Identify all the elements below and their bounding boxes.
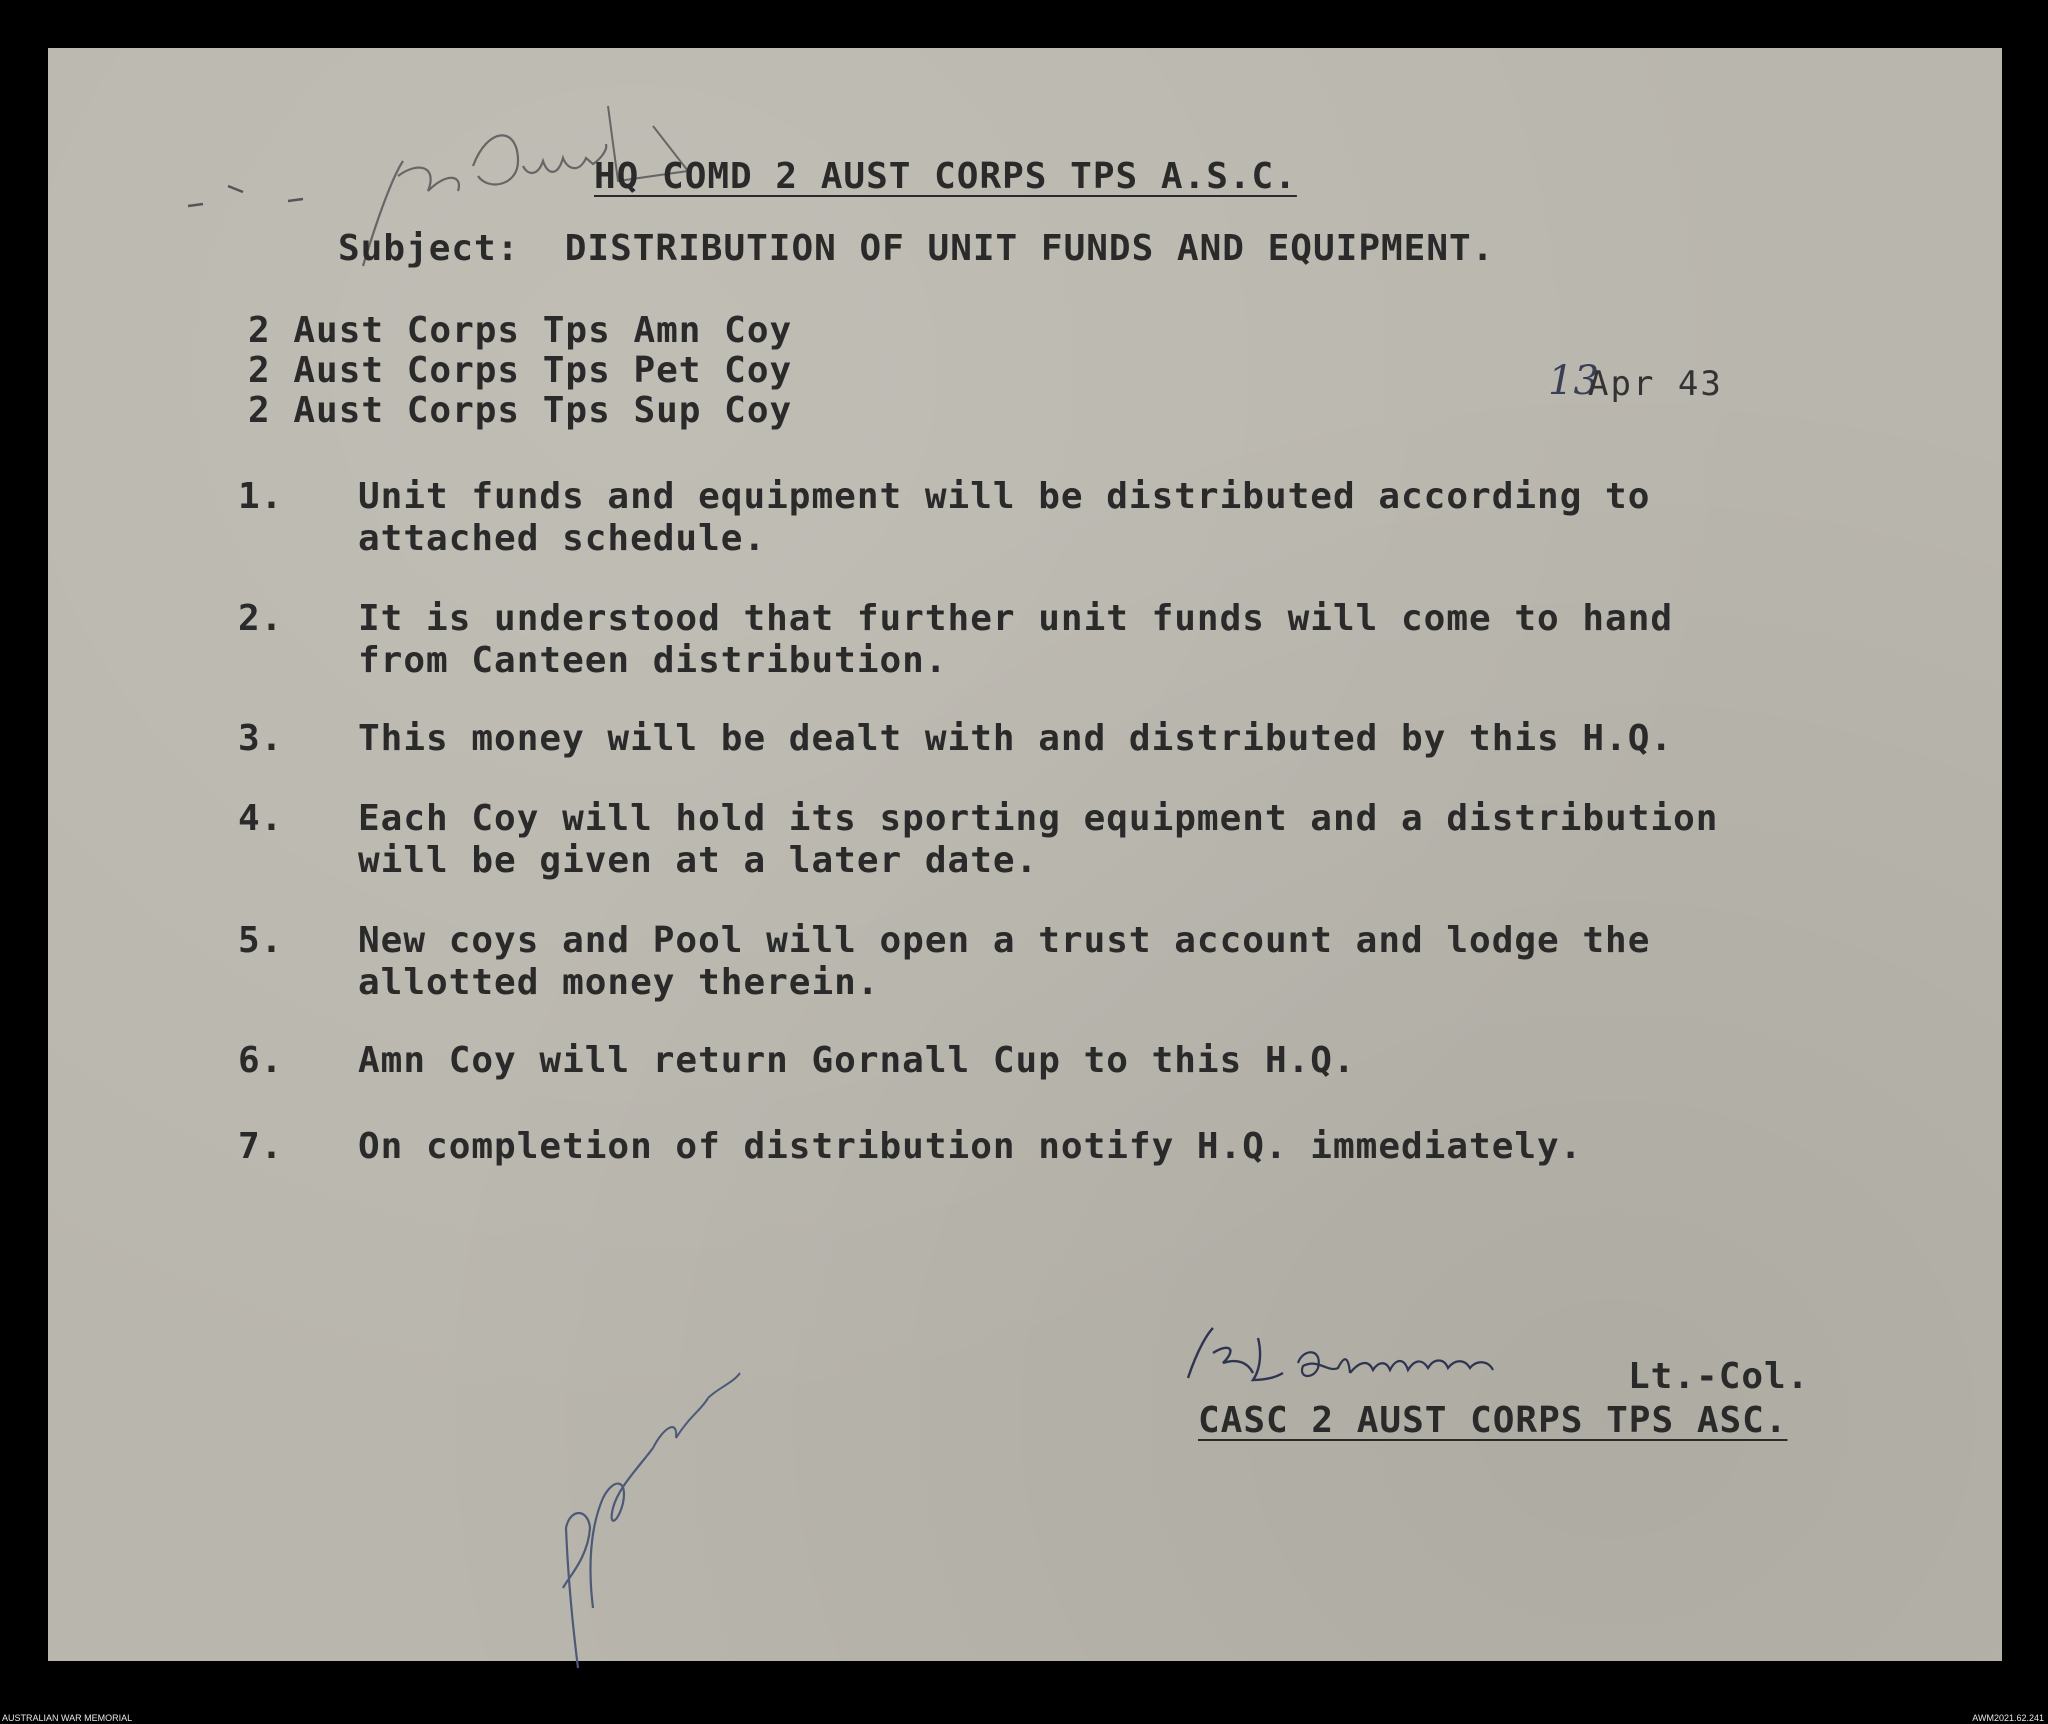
paragraph-line: This money will be dealt with and distributed by this H.Q. bbox=[358, 718, 1674, 759]
paragraph-line: attached schedule. bbox=[358, 518, 767, 559]
document-page bbox=[48, 48, 2002, 1661]
addressee: 2 Aust Corps Tps Sup Coy bbox=[248, 390, 793, 431]
blue-ink-initials bbox=[518, 1328, 818, 1688]
paragraph-line: Each Coy will hold its sporting equipment and a distribution bbox=[358, 798, 1719, 839]
paragraph-number: 3. bbox=[238, 718, 284, 759]
signatory-rank: Lt.-Col. bbox=[1628, 1356, 1810, 1397]
date-month-year: Apr 43 bbox=[1588, 364, 1723, 404]
paragraph-line: New coys and Pool will open a trust account and lodge the bbox=[358, 920, 1651, 961]
paragraph-number: 1. bbox=[238, 476, 284, 517]
date-day-handwritten: 13 bbox=[1548, 358, 1599, 404]
paragraph-line: It is understood that further unit funds will come to hand bbox=[358, 598, 1674, 639]
addressee: 2 Aust Corps Tps Amn Coy bbox=[248, 310, 793, 351]
signatory-appointment: CASC 2 AUST CORPS TPS ASC. bbox=[1198, 1400, 1788, 1441]
footer-right: AWM2021.62.241 bbox=[1972, 1713, 2044, 1723]
paragraph-line: from Canteen distribution. bbox=[358, 640, 948, 681]
document-title: HQ COMD 2 AUST CORPS TPS A.S.C. bbox=[594, 156, 1297, 197]
paragraph-line: Amn Coy will return Gornall Cup to this H.Q. bbox=[358, 1040, 1356, 1081]
subject-line: Subject: DISTRIBUTION OF UNIT FUNDS AND EQUIPMENT. bbox=[338, 228, 1495, 269]
paragraph-line: On completion of distribution notify H.Q. immediately. bbox=[358, 1126, 1583, 1167]
paragraph-number: 7. bbox=[238, 1126, 284, 1167]
handwritten-signature bbox=[1178, 1318, 1678, 1398]
paragraph-number: 2. bbox=[238, 598, 284, 639]
paragraph-line: will be given at a later date. bbox=[358, 840, 1039, 881]
footer-left: AUSTRALIAN WAR MEMORIAL bbox=[2, 1713, 133, 1723]
addressee: 2 Aust Corps Tps Pet Coy bbox=[248, 350, 793, 391]
paragraph-number: 6. bbox=[238, 1040, 284, 1081]
paragraph-number: 5. bbox=[238, 920, 284, 961]
paragraph-line: allotted money therein. bbox=[358, 962, 880, 1003]
paragraph-line: Unit funds and equipment will be distributed according to bbox=[358, 476, 1651, 517]
paragraph-number: 4. bbox=[238, 798, 284, 839]
